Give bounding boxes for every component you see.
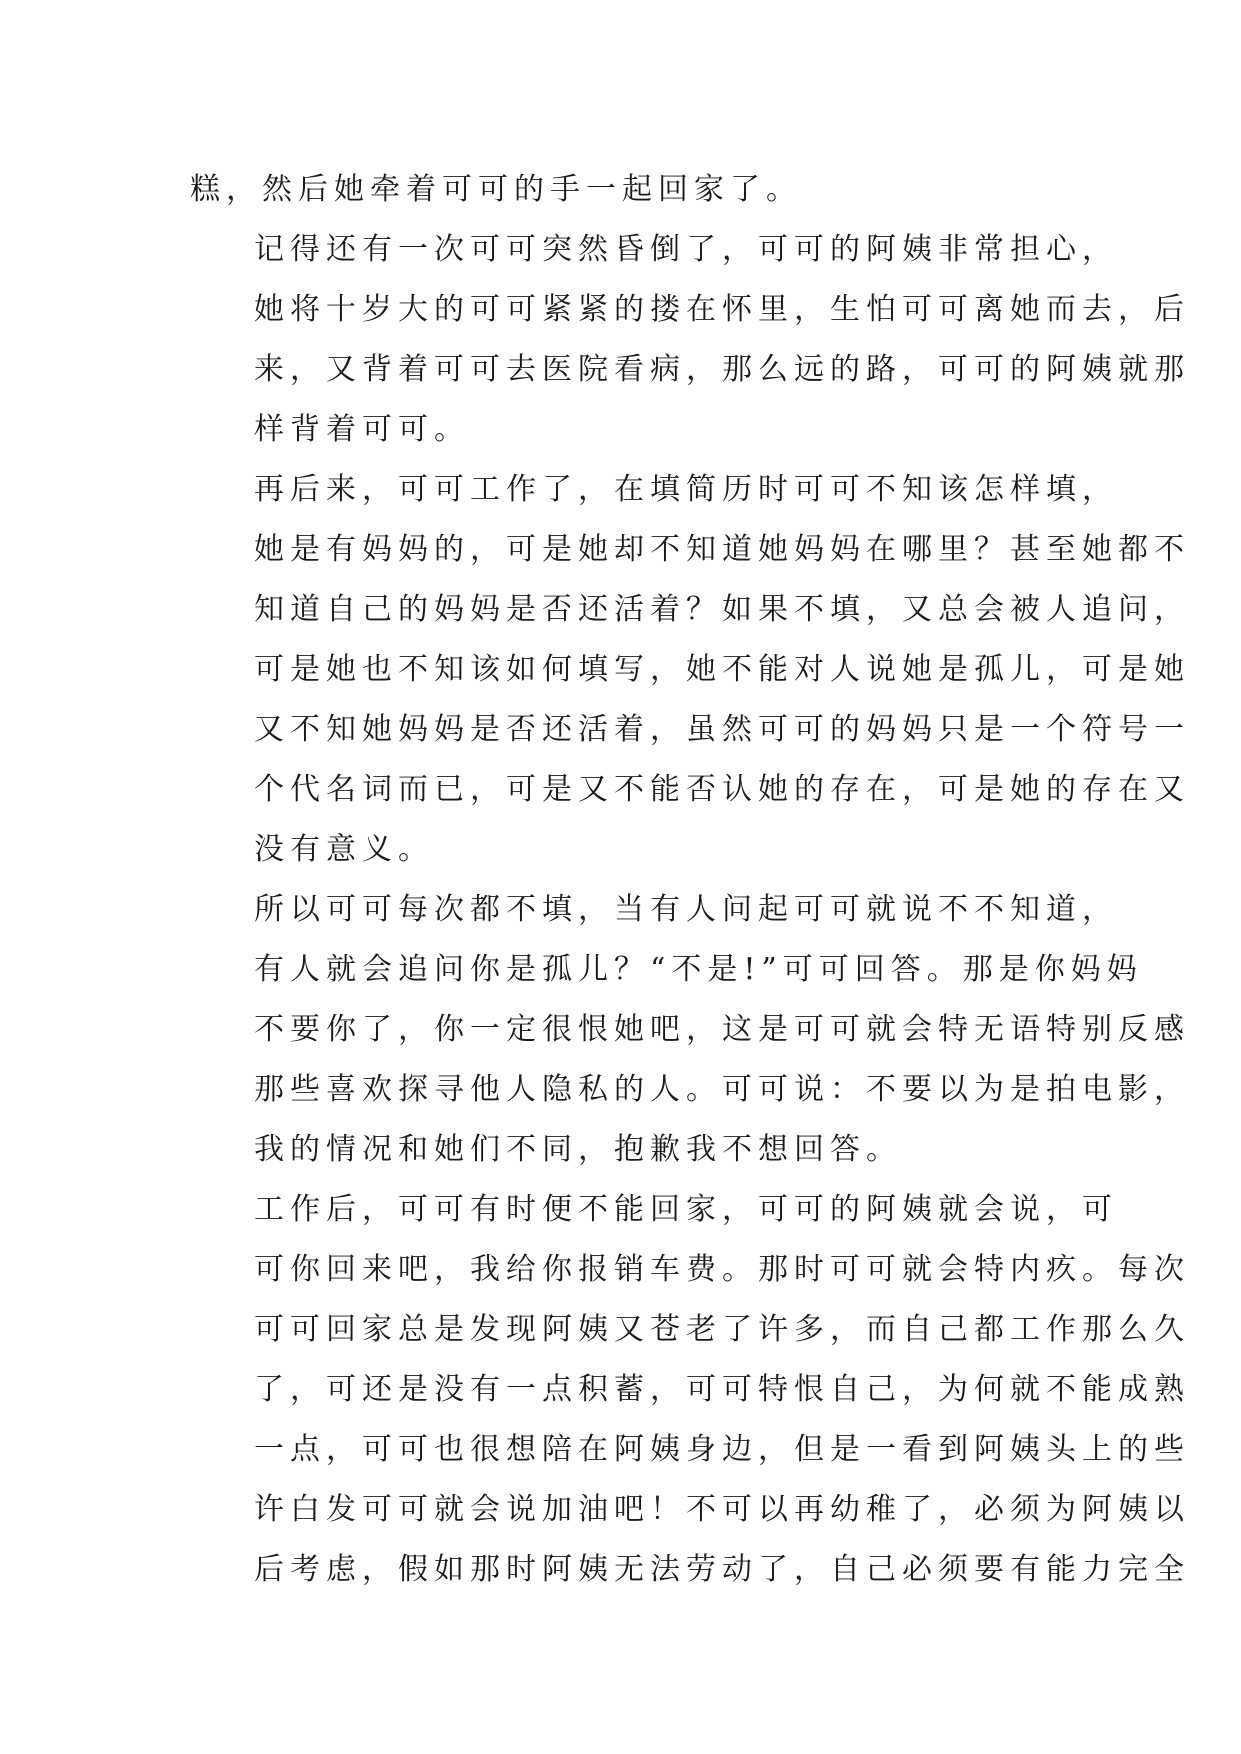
text-line: 再后来，可可工作了，在填简历时可可不知该怎样填，	[254, 472, 1118, 507]
text-line: 又不知她妈妈是否还活着，虽然可可的妈妈只是一个符号一	[254, 712, 1190, 747]
paragraph	[190, 460, 1190, 880]
text-line: 样背着可可。	[254, 412, 470, 447]
text-line: 没有意义。	[254, 832, 434, 867]
document-page	[190, 160, 1190, 1600]
paragraph	[190, 160, 1058, 220]
text-line: 记得还有一次可可突然昏倒了，可可的阿姨非常担心，	[254, 232, 1118, 267]
text-line: 不要你了，你一定很恨她吧，这是可可就会特无语特别反感	[254, 1012, 1190, 1047]
text-line: 我的情况和她们不同，抱歉我不想回答。	[254, 1132, 902, 1167]
text-line: 个代名词而已，可是又不能否认她的存在，可是她的存在又	[254, 772, 1190, 807]
text-line: 她将十岁大的可可紧紧的搂在怀里，生怕可可离她而去，后	[254, 292, 1190, 327]
paragraph	[190, 880, 1190, 1180]
text-line: 她是有妈妈的，可是她却不知道她妈妈在哪里？甚至她都不	[254, 532, 1190, 567]
text-line: 知道自己的妈妈是否还活着？如果不填，又总会被人追问，	[254, 592, 1190, 627]
text-line: 后考虑，假如那时阿姨无法劳动了，自己必须要有能力完全	[254, 1552, 1190, 1587]
text-line: 有人就会追问你是孤儿？“不是!”可可回答。那是你妈妈	[254, 952, 1143, 987]
text-line: 一点，可可也很想陪在阿姨身边，但是一看到阿姨头上的些	[254, 1432, 1190, 1467]
text-line: 可你回来吧，我给你报销车费。那时可可就会特内疚。每次	[254, 1252, 1190, 1287]
body-text	[190, 160, 1190, 1600]
text-line: 所以可可每次都不填，当有人问起可可就说不不知道，	[254, 892, 1118, 927]
text-line: 许白发可可就会说加油吧！不可以再幼稚了，必须为阿姨以	[254, 1492, 1190, 1527]
text-line: 可可回家总是发现阿姨又苍老了许多，而自己都工作那么久	[254, 1312, 1190, 1347]
paragraph	[190, 1180, 1190, 1600]
text-line: 可是她也不知该如何填写，她不能对人说她是孤儿，可是她	[254, 652, 1190, 687]
text-line: 工作后，可可有时便不能回家，可可的阿姨就会说，可	[254, 1192, 1118, 1227]
text-line: 了，可还是没有一点积蓄，可可特恨自己，为何就不能成熟	[254, 1372, 1190, 1407]
paragraph	[190, 220, 1190, 460]
text-line: 来，又背着可可去医院看病，那么远的路，可可的阿姨就那	[254, 352, 1190, 387]
text-line: 糕，然后她牵着可可的手一起回家了。	[190, 172, 802, 207]
text-line: 那些喜欢探寻他人隐私的人。可可说：不要以为是拍电影，	[254, 1072, 1190, 1107]
